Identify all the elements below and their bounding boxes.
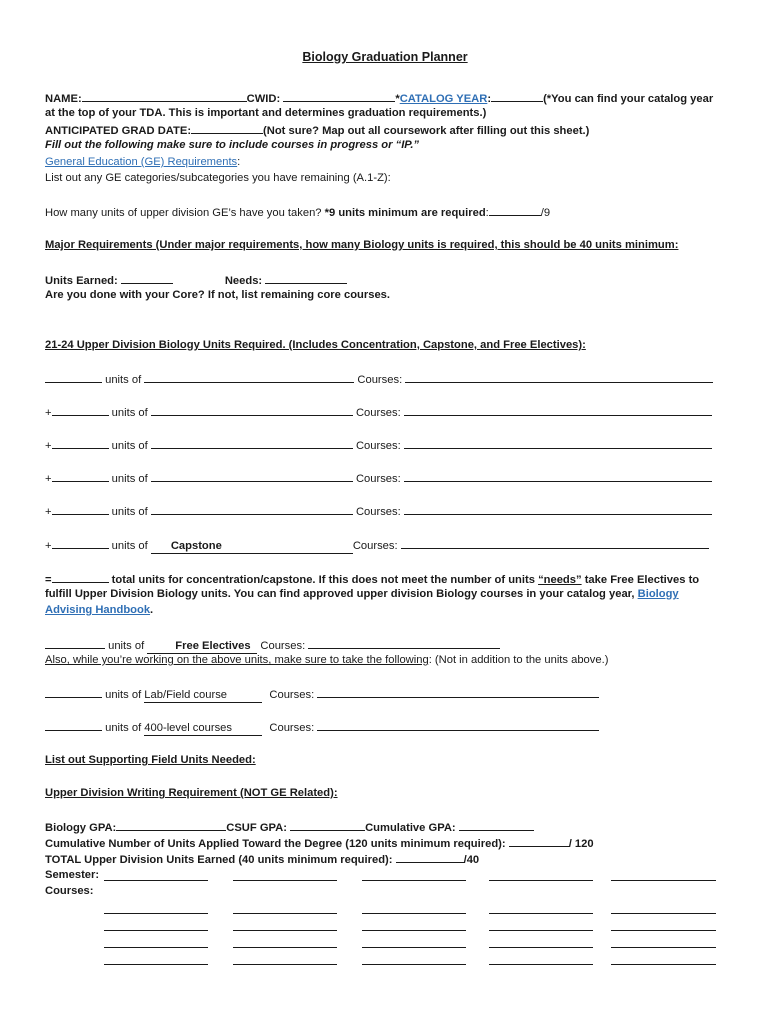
cwid-field[interactable] <box>283 90 395 102</box>
major-heading: Major Requirements (Under major requirements, how many Biology units is required, this should be 40 units minimum: <box>45 239 679 251</box>
total-units-field[interactable] <box>52 571 109 583</box>
also-line <box>45 653 608 667</box>
course-field[interactable] <box>233 913 337 914</box>
course-field[interactable] <box>611 947 716 948</box>
units-of-label: units of <box>105 689 142 701</box>
ud-row-4 <box>45 470 712 486</box>
plus-sign: + <box>45 407 52 419</box>
course-field[interactable] <box>104 964 208 965</box>
cumulative-gpa-field[interactable] <box>459 819 534 831</box>
ud-concentration-field-3[interactable] <box>151 437 353 449</box>
course-field[interactable] <box>489 930 593 931</box>
also-text: Also, while you’re working on the above units, make sure to take the following <box>45 654 429 666</box>
courses-label: Courses: <box>269 722 315 734</box>
units-of-label: units of <box>105 374 142 386</box>
ge-heading-line <box>45 155 240 169</box>
biology-gpa-label: Biology GPA: <box>45 822 117 834</box>
course-field[interactable] <box>489 913 593 914</box>
cumulative-gpa-label: Cumulative GPA: <box>365 822 456 834</box>
ud-concentration-field-1[interactable] <box>144 371 354 383</box>
total-text: total units for concentration/capstone. If this does not meet the number of units <box>108 574 539 586</box>
ud-courses-field-capstone[interactable] <box>401 537 709 549</box>
lab-field-label: Lab/Field course <box>144 689 228 701</box>
plus-sign: + <box>45 440 52 452</box>
semester-field-3[interactable] <box>362 880 466 881</box>
ud-row-5 <box>45 503 712 519</box>
header-line-1 <box>45 90 713 106</box>
total-text-2: take Free Electives to <box>581 574 700 586</box>
ud-units-field-2[interactable] <box>52 404 109 416</box>
course-field[interactable] <box>611 964 716 965</box>
courses-label: Courses: <box>260 640 306 652</box>
four-hundred-label: 400-level courses <box>144 722 232 734</box>
page-title: Biology Graduation Planner <box>302 50 468 64</box>
plus-sign: + <box>45 506 52 518</box>
course-field[interactable] <box>104 913 208 914</box>
course-field[interactable] <box>362 930 466 931</box>
free-electives-row <box>45 637 500 654</box>
grad-label: ANTICIPATED GRAD DATE: <box>45 125 192 137</box>
ge-list-text: List out any GE categories/subcategories you have remaining (A.1-Z): <box>45 172 391 184</box>
catalog-note-2: at the top of your TDA. This is important and determines graduation requirements.) <box>45 107 487 119</box>
lab-courses-field[interactable] <box>317 686 599 698</box>
needs-field[interactable] <box>265 272 347 284</box>
semester-field-5[interactable] <box>611 880 716 881</box>
ud-courses-field-5[interactable] <box>404 503 712 515</box>
upper-div-heading: 21-24 Upper Division Biology Units Required. (Includes Concentration, Capstone, and Free Electives): <box>45 339 586 351</box>
needs-quote: “needs” <box>538 574 582 586</box>
ud-units-field-5[interactable] <box>52 503 109 515</box>
period: . <box>150 604 154 616</box>
name-field[interactable] <box>82 90 247 102</box>
biology-gpa-field[interactable] <box>116 819 226 831</box>
total-ud-label: TOTAL Upper Division Units Earned (40 units minimum required): <box>45 854 393 866</box>
free-electives-units-field[interactable] <box>45 637 105 649</box>
courses-label: Courses: <box>352 540 398 552</box>
capstone-label: Capstone <box>170 540 222 552</box>
units-line <box>45 272 347 288</box>
courses-label: Courses: <box>355 506 401 518</box>
cumulative-units-field[interactable] <box>509 835 569 847</box>
course-field[interactable] <box>489 947 593 948</box>
grad-line <box>45 122 589 138</box>
units-earned-label: Units Earned: <box>45 275 118 287</box>
course-field[interactable] <box>233 930 337 931</box>
total-ud-line <box>45 851 479 867</box>
csuf-gpa-label: CSUF GPA: <box>226 822 287 834</box>
ge-requirements-link[interactable]: General Education (GE) Requirements <box>45 156 238 168</box>
semester-field-4[interactable] <box>489 880 593 881</box>
ud-concentration-field-2[interactable] <box>151 404 353 416</box>
supporting-heading: List out Supporting Field Units Needed: <box>45 754 256 766</box>
lab-units-field[interactable] <box>45 686 102 698</box>
catalog-colon: : <box>487 93 492 105</box>
units-earned-field[interactable] <box>121 272 173 284</box>
csuf-gpa-field[interactable] <box>290 819 365 831</box>
also-colon: : <box>428 654 432 666</box>
catalog-note: (*You can find your catalog year <box>543 93 714 105</box>
fulfill-text: fulfill Upper Division Biology units. You can find approved upper division Biology courses in your catalog year, <box>45 588 638 600</box>
semester-field-2[interactable] <box>233 880 337 881</box>
units-of-label: units of <box>111 473 148 485</box>
grad-note: (Not sure? Map out all coursework after filling out this sheet.) <box>263 125 590 137</box>
units-of-label: units of <box>111 506 148 518</box>
free-electives-label: Free Electives <box>175 640 251 652</box>
course-field[interactable] <box>104 930 208 931</box>
courses-label: Courses: <box>355 440 401 452</box>
ge-colon: : <box>237 156 241 168</box>
capstone-field[interactable] <box>151 539 353 554</box>
ud-courses-field-4[interactable] <box>404 470 712 482</box>
ge-upper-line <box>45 204 550 220</box>
gpa-line <box>45 819 534 835</box>
ge-upper-requirement: *9 units minimum are required <box>324 207 486 219</box>
semester-field-1[interactable] <box>104 880 208 881</box>
lab-field-row <box>45 686 599 703</box>
four-hundred-courses-field[interactable] <box>317 719 599 731</box>
courses-label: Courses: <box>355 473 401 485</box>
four-hundred-course[interactable] <box>144 721 262 736</box>
handbook-line <box>45 603 153 617</box>
ge-upper-field[interactable] <box>489 204 541 216</box>
course-field[interactable] <box>233 947 337 948</box>
units-of-label: units of <box>108 640 145 652</box>
ud-concentration-field-5[interactable] <box>151 503 353 515</box>
cwid-label: CWID: <box>246 93 281 105</box>
core-question: Are you done with your Core? If not, list remaining core courses. <box>45 289 391 301</box>
four-hundred-units-field[interactable] <box>45 719 102 731</box>
courses-label-bottom: Courses: <box>45 885 94 897</box>
advising-handbook-link[interactable]: Advising Handbook <box>45 604 151 616</box>
ud-concentration-field-4[interactable] <box>151 470 353 482</box>
four-hundred-row <box>45 719 599 736</box>
free-electives-courses-field[interactable] <box>308 637 500 649</box>
ud-units-field-1[interactable] <box>45 371 102 383</box>
course-field[interactable] <box>362 964 466 965</box>
biology-link[interactable]: Biology <box>637 588 679 600</box>
units-of-label: units of <box>105 722 142 734</box>
course-field[interactable] <box>362 947 466 948</box>
cumulative-units-total: / 120 <box>568 838 594 850</box>
ge-upper-colon: : <box>485 207 489 219</box>
needs-label: Needs: <box>224 275 263 287</box>
name-label: NAME: <box>45 93 82 105</box>
ud-units-field-4[interactable] <box>52 470 109 482</box>
course-field[interactable] <box>233 964 337 965</box>
total-ud-total: /40 <box>463 854 480 866</box>
ip-note: Fill out the following make sure to include courses in progress or “IP.” <box>45 139 420 151</box>
fulfill-line <box>45 587 679 601</box>
cum-units-line <box>45 835 594 851</box>
units-of-label: units of <box>111 440 148 452</box>
total-ud-field[interactable] <box>396 851 464 863</box>
ud-row-2 <box>45 404 712 420</box>
courses-label: Courses: <box>355 407 401 419</box>
ud-units-field-3[interactable] <box>52 437 109 449</box>
course-field[interactable] <box>362 913 466 914</box>
course-field[interactable] <box>489 964 593 965</box>
ud-row-3 <box>45 437 712 453</box>
ud-courses-field-1[interactable] <box>405 371 713 383</box>
units-of-label: units of <box>111 540 148 552</box>
catalog-star: * <box>395 93 400 105</box>
writing-heading: Upper Division Writing Requirement (NOT GE Related): <box>45 787 338 799</box>
ud-row-capstone <box>45 537 709 554</box>
catalog-year-field[interactable] <box>491 90 543 102</box>
ud-row-1 <box>45 371 713 387</box>
grad-date-field[interactable] <box>191 122 263 134</box>
units-of-label: units of <box>111 407 148 419</box>
ge-upper-question: How many units of upper division GE’s have you taken? <box>45 207 325 219</box>
ud-courses-field-2[interactable] <box>404 404 712 416</box>
courses-label: Courses: <box>357 374 403 386</box>
plus-sign: + <box>45 473 52 485</box>
total-line <box>45 571 699 587</box>
also-note: (Not in addition to the units above.) <box>431 654 609 666</box>
course-field[interactable] <box>611 913 716 914</box>
cumulative-units-label: Cumulative Number of Units Applied Toward the Degree (120 units minimum required): <box>45 838 506 850</box>
ge-upper-total: /9 <box>540 207 551 219</box>
catalog-year-link[interactable]: CATALOG YEAR <box>399 93 488 105</box>
semester-label: Semester: <box>45 869 100 881</box>
ud-units-field-capstone[interactable] <box>52 537 109 549</box>
courses-label: Courses: <box>269 689 315 701</box>
lab-field-course[interactable] <box>144 688 262 703</box>
equals-sign: = <box>45 574 52 586</box>
plus-sign: + <box>45 540 52 552</box>
ud-courses-field-3[interactable] <box>404 437 712 449</box>
course-field[interactable] <box>104 947 208 948</box>
course-field[interactable] <box>611 930 716 931</box>
free-electives-field[interactable] <box>147 639 257 654</box>
